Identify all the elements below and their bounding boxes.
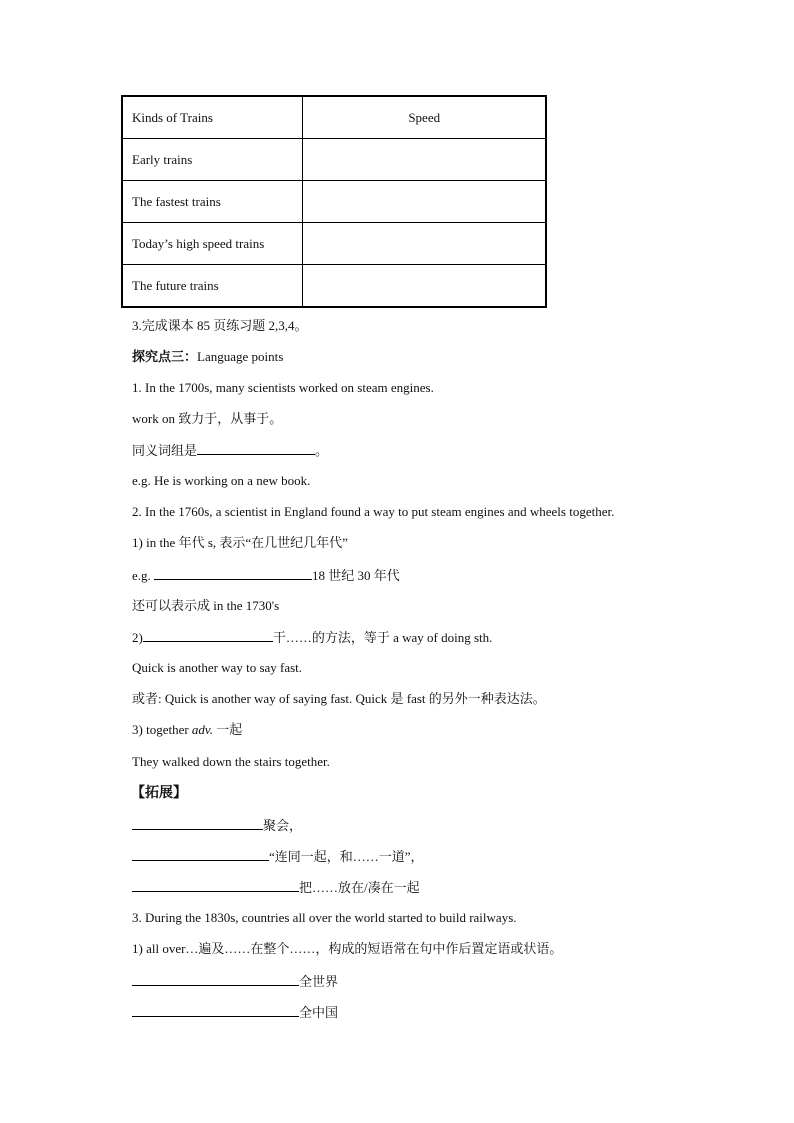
together-word: 3) together [132,722,192,737]
gathering-meaning: 聚会， [263,818,303,833]
china-meaning: 全中国 [299,1005,339,1020]
example-together: They walked down the stairs together. [132,754,330,769]
way-meaning: 干……的方法，等于 a way of doing sth. [272,630,493,645]
speed-cell[interactable] [303,139,546,181]
header-kinds: Kinds of Trains [122,96,303,139]
all-over-meaning: 1) all over…遍及……在整个……，构成的短语常在句中作后置定语或状语。 [132,941,563,956]
part-of-speech: adv. [191,722,213,737]
synonym-end: 。 [315,443,329,458]
china-blank[interactable] [132,1004,299,1017]
extension-line-2 [132,848,424,865]
table-row [122,139,546,181]
sub-point-2 [132,629,492,646]
table-row [122,181,546,223]
sub-point-1: 1) in the 年代 s, 表示“在几世纪几年代” [132,535,348,550]
example-prefix: e.g. [132,568,155,583]
put-together-meaning: 把……放在/凑在一起 [299,880,420,895]
example-line: e.g. He is working on a new book. [132,473,311,488]
together-with-blank[interactable] [132,848,269,861]
all-over-line-2 [132,1004,338,1021]
synonym-line [132,442,328,459]
work-on-meaning: work on 致力于，从事于。 [132,411,283,426]
example-blank-line [132,567,400,584]
point-3: 3. During the 1830s, countries all over the world started to build railways. [132,910,517,925]
synonym-blank[interactable] [197,442,315,455]
extension-heading: 【拓展】 [131,786,187,801]
together-meaning: 一起 [212,722,243,737]
world-meaning: 全世界 [299,974,339,989]
extension-line-3 [132,879,420,896]
point-1: 1. In the 1700s, many scientists worked on steam engines. [132,380,434,395]
world-blank[interactable] [132,973,299,986]
row-label: Early trains [122,139,303,181]
table-row [122,223,546,265]
speed-cell[interactable] [303,223,546,265]
section-label: 探究点三： [132,349,198,364]
example-quick-alt: 或者: Quick is another way of saying fast. Quick 是 fast 的另外一种表达法。 [132,691,546,706]
exercise-instruction: 3.完成课本 85 页练习题 2,3,4。 [132,318,308,333]
trains-speed-table [121,95,547,308]
section-title: Language points [197,349,284,364]
alt-expression: 还可以表示成 in the 1730's [132,598,280,613]
decade-blank[interactable] [154,567,312,580]
point-2: 2. In the 1760s, a scientist in England found a way to put steam engines and wheels together. [132,504,615,519]
row-label: Today’s high speed trains [122,223,303,265]
sub-point-2-num: 2) [132,630,143,645]
gathering-blank[interactable] [132,817,263,830]
table-header-row [122,96,546,139]
row-label: The fastest trains [122,181,303,223]
way-blank[interactable] [143,629,273,642]
decade-meaning: 18 世纪 30 年代 [312,568,400,583]
extension-line-1 [132,817,302,834]
speed-cell[interactable] [303,181,546,223]
section-heading [132,349,283,365]
together-with-meaning: “连同一起，和……一道”， [269,849,424,864]
speed-cell[interactable] [303,265,546,308]
all-over-line-1 [132,973,338,990]
put-together-blank[interactable] [132,879,299,892]
table-row [122,265,546,308]
header-speed: Speed [303,96,546,139]
row-label: The future trains [122,265,303,308]
example-quick: Quick is another way to say fast. [132,660,303,675]
synonym-label: 同义词组是 [132,443,198,458]
sub-point-3 [132,722,242,738]
